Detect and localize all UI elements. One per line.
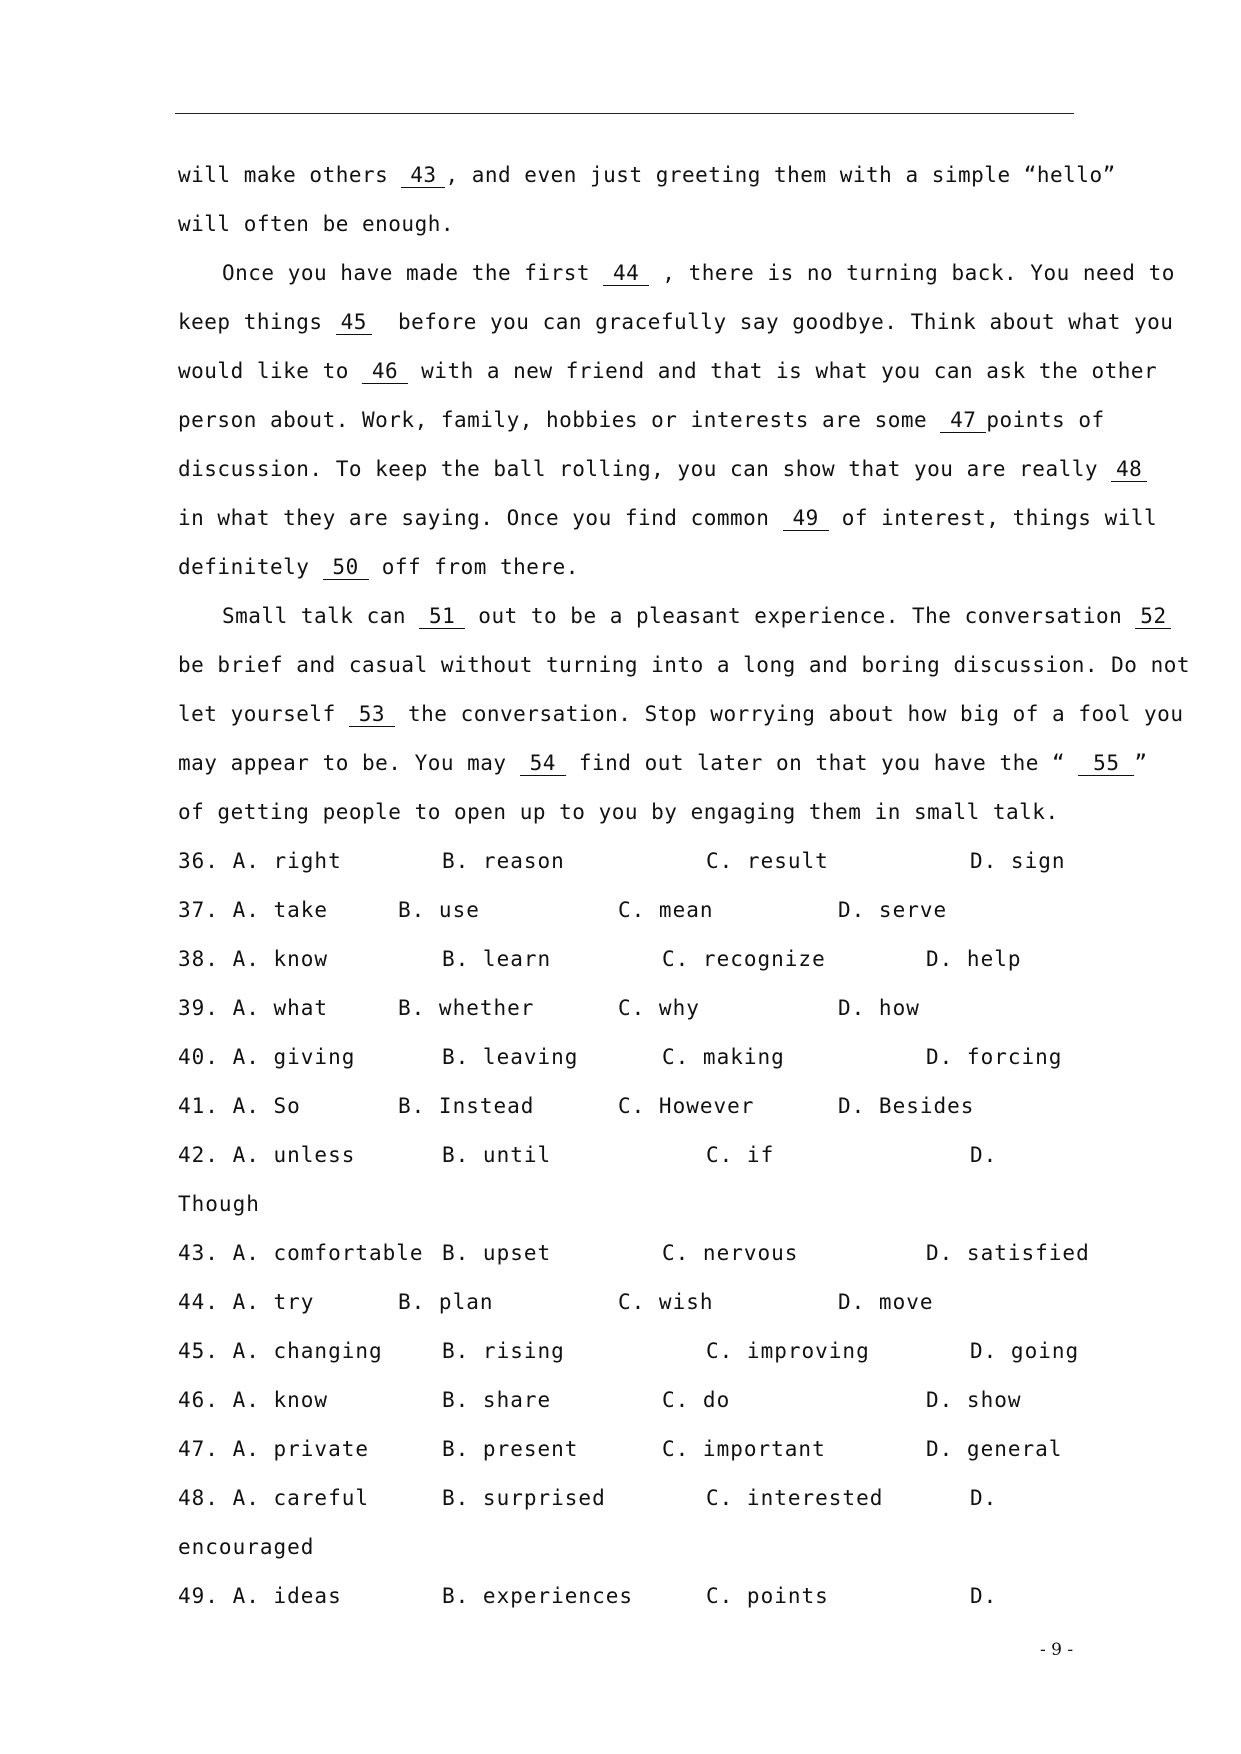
question-option-d: D. [970, 1143, 998, 1167]
question-option-a: 42. A. unless [178, 1143, 356, 1167]
question-option-d: D. how [838, 996, 920, 1020]
question-option-a: 40. A. giving [178, 1045, 356, 1069]
page-number: - 9 - [1040, 1640, 1074, 1660]
blank-46: 46 [362, 359, 408, 384]
question-row [178, 1140, 1078, 1170]
question-option-c: C. if [706, 1143, 775, 1167]
blank-50: 50 [323, 555, 369, 580]
question-option-d: D. serve [838, 898, 948, 922]
question-row [178, 895, 1078, 925]
header-rule [175, 113, 1074, 114]
question-option-c: C. why [618, 996, 700, 1020]
question-option-b: B. leaving [442, 1045, 579, 1069]
question-option-b: B. learn [442, 947, 552, 971]
question-option-a: 36. A. right [178, 849, 342, 873]
option-continuation: Though [178, 1192, 260, 1216]
blank-43: 43 [401, 163, 445, 188]
question-option-c: C. nervous [662, 1241, 799, 1265]
question-option-a: 47. A. private [178, 1437, 370, 1461]
question-row [178, 1238, 1090, 1268]
question-option-b: B. experiences [442, 1584, 634, 1608]
question-option-a: 37. A. take [178, 898, 329, 922]
passage-line: may appear to be. You may 54 find out later on that you have the “ 55 ” [178, 751, 1148, 775]
question-option-d: D. general [926, 1437, 1063, 1461]
question-option-a: 38. A. know [178, 947, 329, 971]
passage-line: let yourself 53 the conversation. Stop worrying about how big of a fool you [178, 702, 1184, 726]
blank-53: 53 [349, 702, 395, 727]
option-continuation: encouraged [178, 1535, 315, 1559]
question-option-c: C. do [662, 1388, 731, 1412]
question-option-d: D. forcing [926, 1045, 1063, 1069]
question-option-d: D. [970, 1584, 998, 1608]
question-row [178, 1483, 1078, 1513]
passage-line: of getting people to open up to you by engaging them in small talk. [178, 800, 1059, 824]
question-option-b: B. present [442, 1437, 579, 1461]
blank-49: 49 [783, 506, 829, 531]
question-option-d: D. show [926, 1388, 1022, 1412]
question-option-c: C. making [662, 1045, 785, 1069]
question-row [178, 1434, 1078, 1464]
question-option-d: D. move [838, 1290, 934, 1314]
question-option-c: C. mean [618, 898, 714, 922]
blank-52: 52 [1135, 604, 1171, 629]
question-option-c: C. wish [618, 1290, 714, 1314]
question-option-a: 44. A. try [178, 1290, 315, 1314]
passage-line: definitely 50 off from there. [178, 555, 579, 579]
question-row [178, 1581, 1078, 1611]
question-option-c: C. However [618, 1094, 755, 1118]
question-option-c: C. important [662, 1437, 826, 1461]
question-option-d: D. satisfied [926, 1241, 1090, 1265]
passage-line: person about. Work, family, hobbies or interests are some 47 points of [178, 408, 1105, 432]
question-option-b: B. reason [442, 849, 565, 873]
passage-line: would like to 46 with a new friend and that is what you can ask the other [178, 359, 1158, 383]
passage-line: Once you have made the first 44 , there is no turning back. You need to [222, 261, 1175, 285]
question-option-b: B. rising [442, 1339, 565, 1363]
question-option-d: D. Besides [838, 1094, 975, 1118]
question-row [178, 1336, 1078, 1366]
blank-54: 54 [520, 751, 566, 776]
question-option-a: 46. A. know [178, 1388, 329, 1412]
question-option-b: B. plan [398, 1290, 494, 1314]
question-option-c: C. recognize [662, 947, 826, 971]
passage-line: in what they are saying. Once you find common 49 of interest, things will [178, 506, 1158, 530]
blank-45: 45 [336, 310, 372, 335]
question-row [178, 993, 1078, 1023]
question-row [178, 1042, 1078, 1072]
passage-line: keep things 45 before you can gracefully say goodbye. Think about what you [178, 310, 1174, 334]
question-option-b: B. use [398, 898, 480, 922]
question-option-b: B. upset [442, 1241, 552, 1265]
question-option-d: D. sign [970, 849, 1066, 873]
blank-51: 51 [419, 604, 465, 629]
passage-line: be brief and casual without turning into a long and boring discussion. Do not [178, 653, 1191, 677]
blank-55: 55 [1078, 751, 1134, 776]
question-option-a: 43. A. comfortable [178, 1241, 424, 1265]
question-option-a: 48. A. careful [178, 1486, 370, 1510]
passage-line: discussion. To keep the ball rolling, you can show that you are really 48 [178, 454, 1078, 484]
question-option-c: C. points [706, 1584, 829, 1608]
question-option-b: B. share [442, 1388, 552, 1412]
blank-44: 44 [603, 261, 649, 286]
question-option-b: B. surprised [442, 1486, 606, 1510]
question-option-c: C. improving [706, 1339, 870, 1363]
passage-line: will make others 43 , and even just greeting them with a simple “hello” [178, 163, 1116, 187]
question-option-c: C. interested [706, 1486, 884, 1510]
blank-48: 48 [1111, 457, 1147, 482]
question-row [178, 1287, 1078, 1317]
question-row [178, 846, 1078, 876]
question-row [178, 944, 1078, 974]
blank-47: 47 [940, 408, 986, 433]
passage-line: Small talk can 51 out to be a pleasant experience. The conversation 52 [222, 601, 1122, 631]
question-option-d: D. [970, 1486, 998, 1510]
question-option-d: D. going [970, 1339, 1080, 1363]
question-option-b: B. Instead [398, 1094, 535, 1118]
question-option-d: D. help [926, 947, 1022, 971]
question-row [178, 1091, 1078, 1121]
question-option-a: 45. A. changing [178, 1339, 383, 1363]
question-option-c: C. result [706, 849, 829, 873]
question-option-b: B. whether [398, 996, 535, 1020]
question-row [178, 1385, 1078, 1415]
question-option-a: 39. A. what [178, 996, 329, 1020]
question-option-a: 49. A. ideas [178, 1584, 342, 1608]
question-option-a: 41. A. So [178, 1094, 301, 1118]
passage-line: will often be enough. [178, 212, 455, 236]
question-option-b: B. until [442, 1143, 552, 1167]
